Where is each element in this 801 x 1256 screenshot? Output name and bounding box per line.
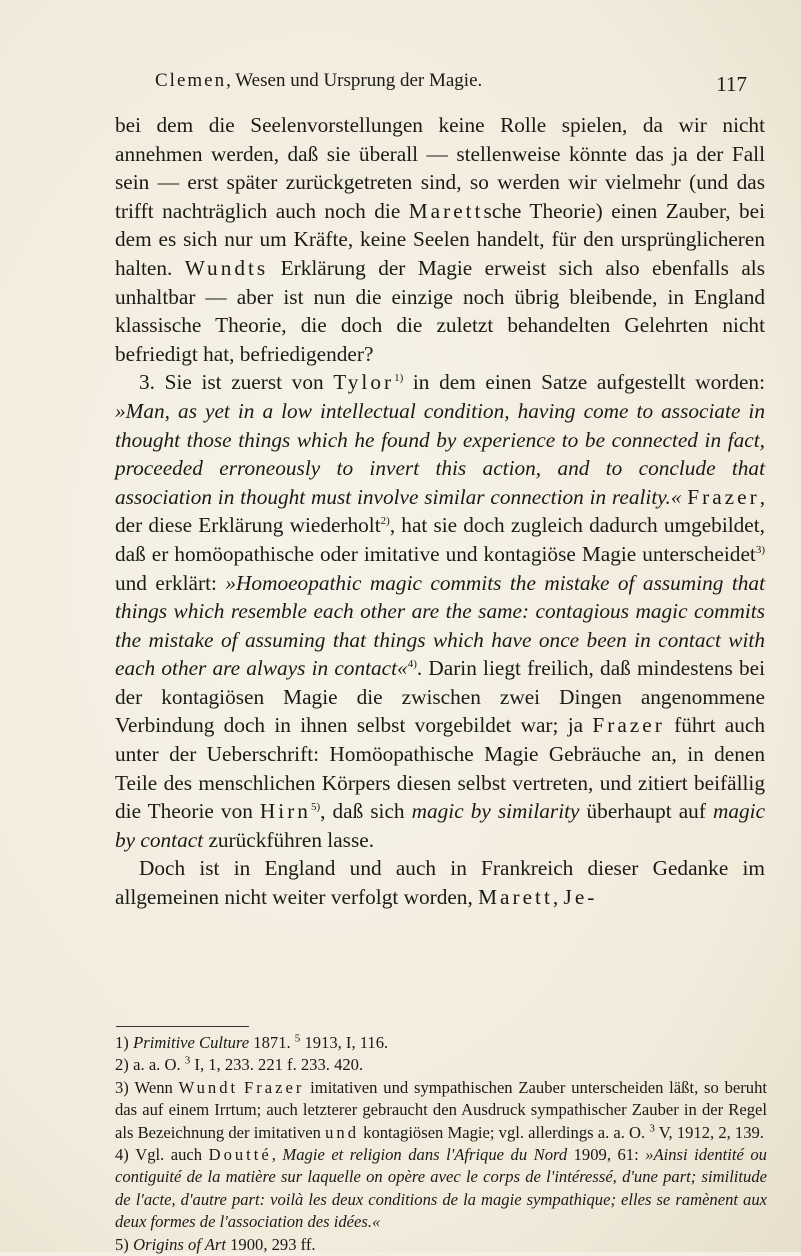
italic-text: Primitive Culture xyxy=(133,1033,250,1052)
text-run: Erklärung der Magie erweist sich also ebenfalls als unhaltbar — aber ist nun die einzige noch übrig bleibende, in England klassische Theorie, die doch die zuletzt behandelten Gelehrten nicht befriedigt hat, befriedigender? xyxy=(115,255,765,366)
footnote-ref: 3 xyxy=(649,1122,655,1135)
spaced-name: Tylor xyxy=(333,370,395,395)
text-run: , hat sie doch zugleich dadurch umgebildet, daß er homöopathische oder imitative und kontagiöse Magie unterscheidet xyxy=(115,513,765,566)
text-run: Vgl. auch xyxy=(135,1145,209,1165)
text-run: 1909, 61: xyxy=(567,1145,646,1165)
spaced-name: Frazer xyxy=(243,1077,305,1097)
footnote-ref: 5 xyxy=(294,1032,301,1045)
spaced-name: Frazer xyxy=(687,484,760,509)
text-run: 1900, 293 ff. xyxy=(225,1234,316,1254)
text-run: Wenn xyxy=(134,1077,179,1097)
text-run: zurückführen lasse. xyxy=(203,827,375,852)
spaced-name: Doutté xyxy=(208,1145,272,1165)
footnotes xyxy=(115,1032,767,1256)
footnote-ref: 2) xyxy=(380,515,390,528)
spaced-name: und xyxy=(325,1122,360,1142)
text-run: führt auch unter der Ueberschrift: Homöopathische Magie Gebräuche an, in denen Teile des menschlichen Körpers diesen selbst vertreten, und zitiert beifällig die Theorie von xyxy=(115,713,766,824)
page-number: 117 xyxy=(716,72,747,96)
footnote-number: 2) xyxy=(115,1055,129,1075)
footnote-number: 1) xyxy=(115,1033,129,1052)
text-run: überhaupt auf xyxy=(579,799,713,824)
text-run: . Darin liegt freilich, daß mindestens bei der kontagiösen Magie die zwischen zwei Dingen angenommene Verbindung doch in ihnen selbst vorgebildet war; ja xyxy=(115,656,765,738)
spaced-name: Wundts xyxy=(184,255,269,280)
italic-text: »Homoeopathic magic commits the mistake of assuming that things which resemble each other are the same: contagious magic commits the mistake of assuming that things which have once been in contact with each other are always in contact« xyxy=(115,570,765,681)
header-author: Clemen xyxy=(155,70,227,91)
italic-text: magic by contact xyxy=(115,799,766,852)
footnote-divider xyxy=(116,1026,249,1027)
text-run: imitativen und sympathischen Zauber unterscheiden läßt, so beruht das auf einem Irrtum; auch letzterer gebraucht den Ausdruck sympathischer Zauber in der Regel als Bezeichnung der imitativen xyxy=(115,1077,767,1142)
spaced-name: Marett xyxy=(478,885,553,910)
text-run: Doch ist in England und auch in Frankreich dieser Gedanke im allgemeinen nicht weiter verfolgt worden, xyxy=(115,856,765,910)
paragraph xyxy=(115,854,765,911)
text-run: I, 1, 233. 221 f. 233. 420. xyxy=(190,1055,364,1075)
text-run: , daß sich xyxy=(320,799,412,824)
footnote-ref: 1) xyxy=(394,372,404,385)
text-run: und erklärt: xyxy=(115,570,226,595)
header-title: , Wesen und Ursprung der Magie. xyxy=(226,70,483,91)
italic-text: »Ainsi identité ou contiguité de la matière sur laquelle on opère avec le corps de l'intéressé, d'une part; similitude de l'acte, d'autre part: voilà les deux conditions de la magie sympathique; elles se ramènent aux deux formes de l'association des idées.« xyxy=(115,1145,767,1232)
running-title xyxy=(155,70,482,92)
spaced-name: Je- xyxy=(563,885,598,910)
italic-text: Origins of Art xyxy=(133,1234,226,1254)
spaced-name: Frazer xyxy=(592,713,665,738)
text-run: kontagiösen Magie; vgl. allerdings a. a. O. xyxy=(359,1122,650,1142)
spaced-name: Wundt xyxy=(178,1077,239,1097)
footnote-ref: 4) xyxy=(407,658,417,671)
italic-text: magic by similarity xyxy=(411,799,580,824)
text-run: in dem einen Satze aufgestellt worden: xyxy=(403,370,766,395)
text-run: 1871. xyxy=(249,1033,295,1052)
footnote-number: 4) xyxy=(115,1145,129,1165)
spaced-name: Marett xyxy=(408,198,484,223)
paragraph xyxy=(115,368,765,854)
footnote-ref: 5) xyxy=(310,801,321,814)
italic-text: Magie et religion dans l'Afrique du Nord xyxy=(282,1145,568,1165)
text-run: 3. Sie ist zuerst von xyxy=(139,370,334,395)
text-run: , xyxy=(271,1145,283,1165)
footnote xyxy=(115,1234,767,1256)
text-run: , der diese Erklärung wiederholt xyxy=(115,484,766,538)
footnote xyxy=(115,1032,767,1054)
main-text xyxy=(115,111,765,912)
footnote-ref: 3) xyxy=(755,543,765,556)
footnote-ref: 3 xyxy=(184,1054,191,1067)
spaced-name: Hirn xyxy=(259,799,311,824)
footnote xyxy=(115,1077,767,1144)
text-run: , xyxy=(552,885,564,910)
text-run: sche Theorie) einen Zauber, bei dem es sich nur um Kräfte, keine Seelen handelt, für den ursprünglicheren halten. xyxy=(115,198,765,280)
footnote-number: 3) xyxy=(115,1077,129,1097)
text-run: a. a. O. xyxy=(133,1055,185,1075)
italic-text: »Man, as yet in a low intellectual condition, having come to associate in thought those things which he found by experience to be connected in fact, proceeded erroneously to invert this action, and to conclude that association in thought must involve similar connection in reality.« xyxy=(115,398,765,509)
footnote xyxy=(115,1054,767,1076)
paragraph xyxy=(115,111,765,368)
footnote-number: 5) xyxy=(115,1234,129,1254)
text-run: 1913, I, 116. xyxy=(300,1033,389,1052)
running-header xyxy=(105,70,765,100)
text-run: V, 1912, 2, 139. xyxy=(654,1122,764,1142)
footnote xyxy=(115,1144,767,1234)
text-run: bei dem die Seelenvorstellungen keine Rolle spielen, da wir nicht annehmen werden, daß sie überall — stellenweise könnte das ja der Fall sein — erst später zurückgetreten sind, so werden wir vielmehr (und das trifft nachträglich auch noch die xyxy=(115,113,765,223)
